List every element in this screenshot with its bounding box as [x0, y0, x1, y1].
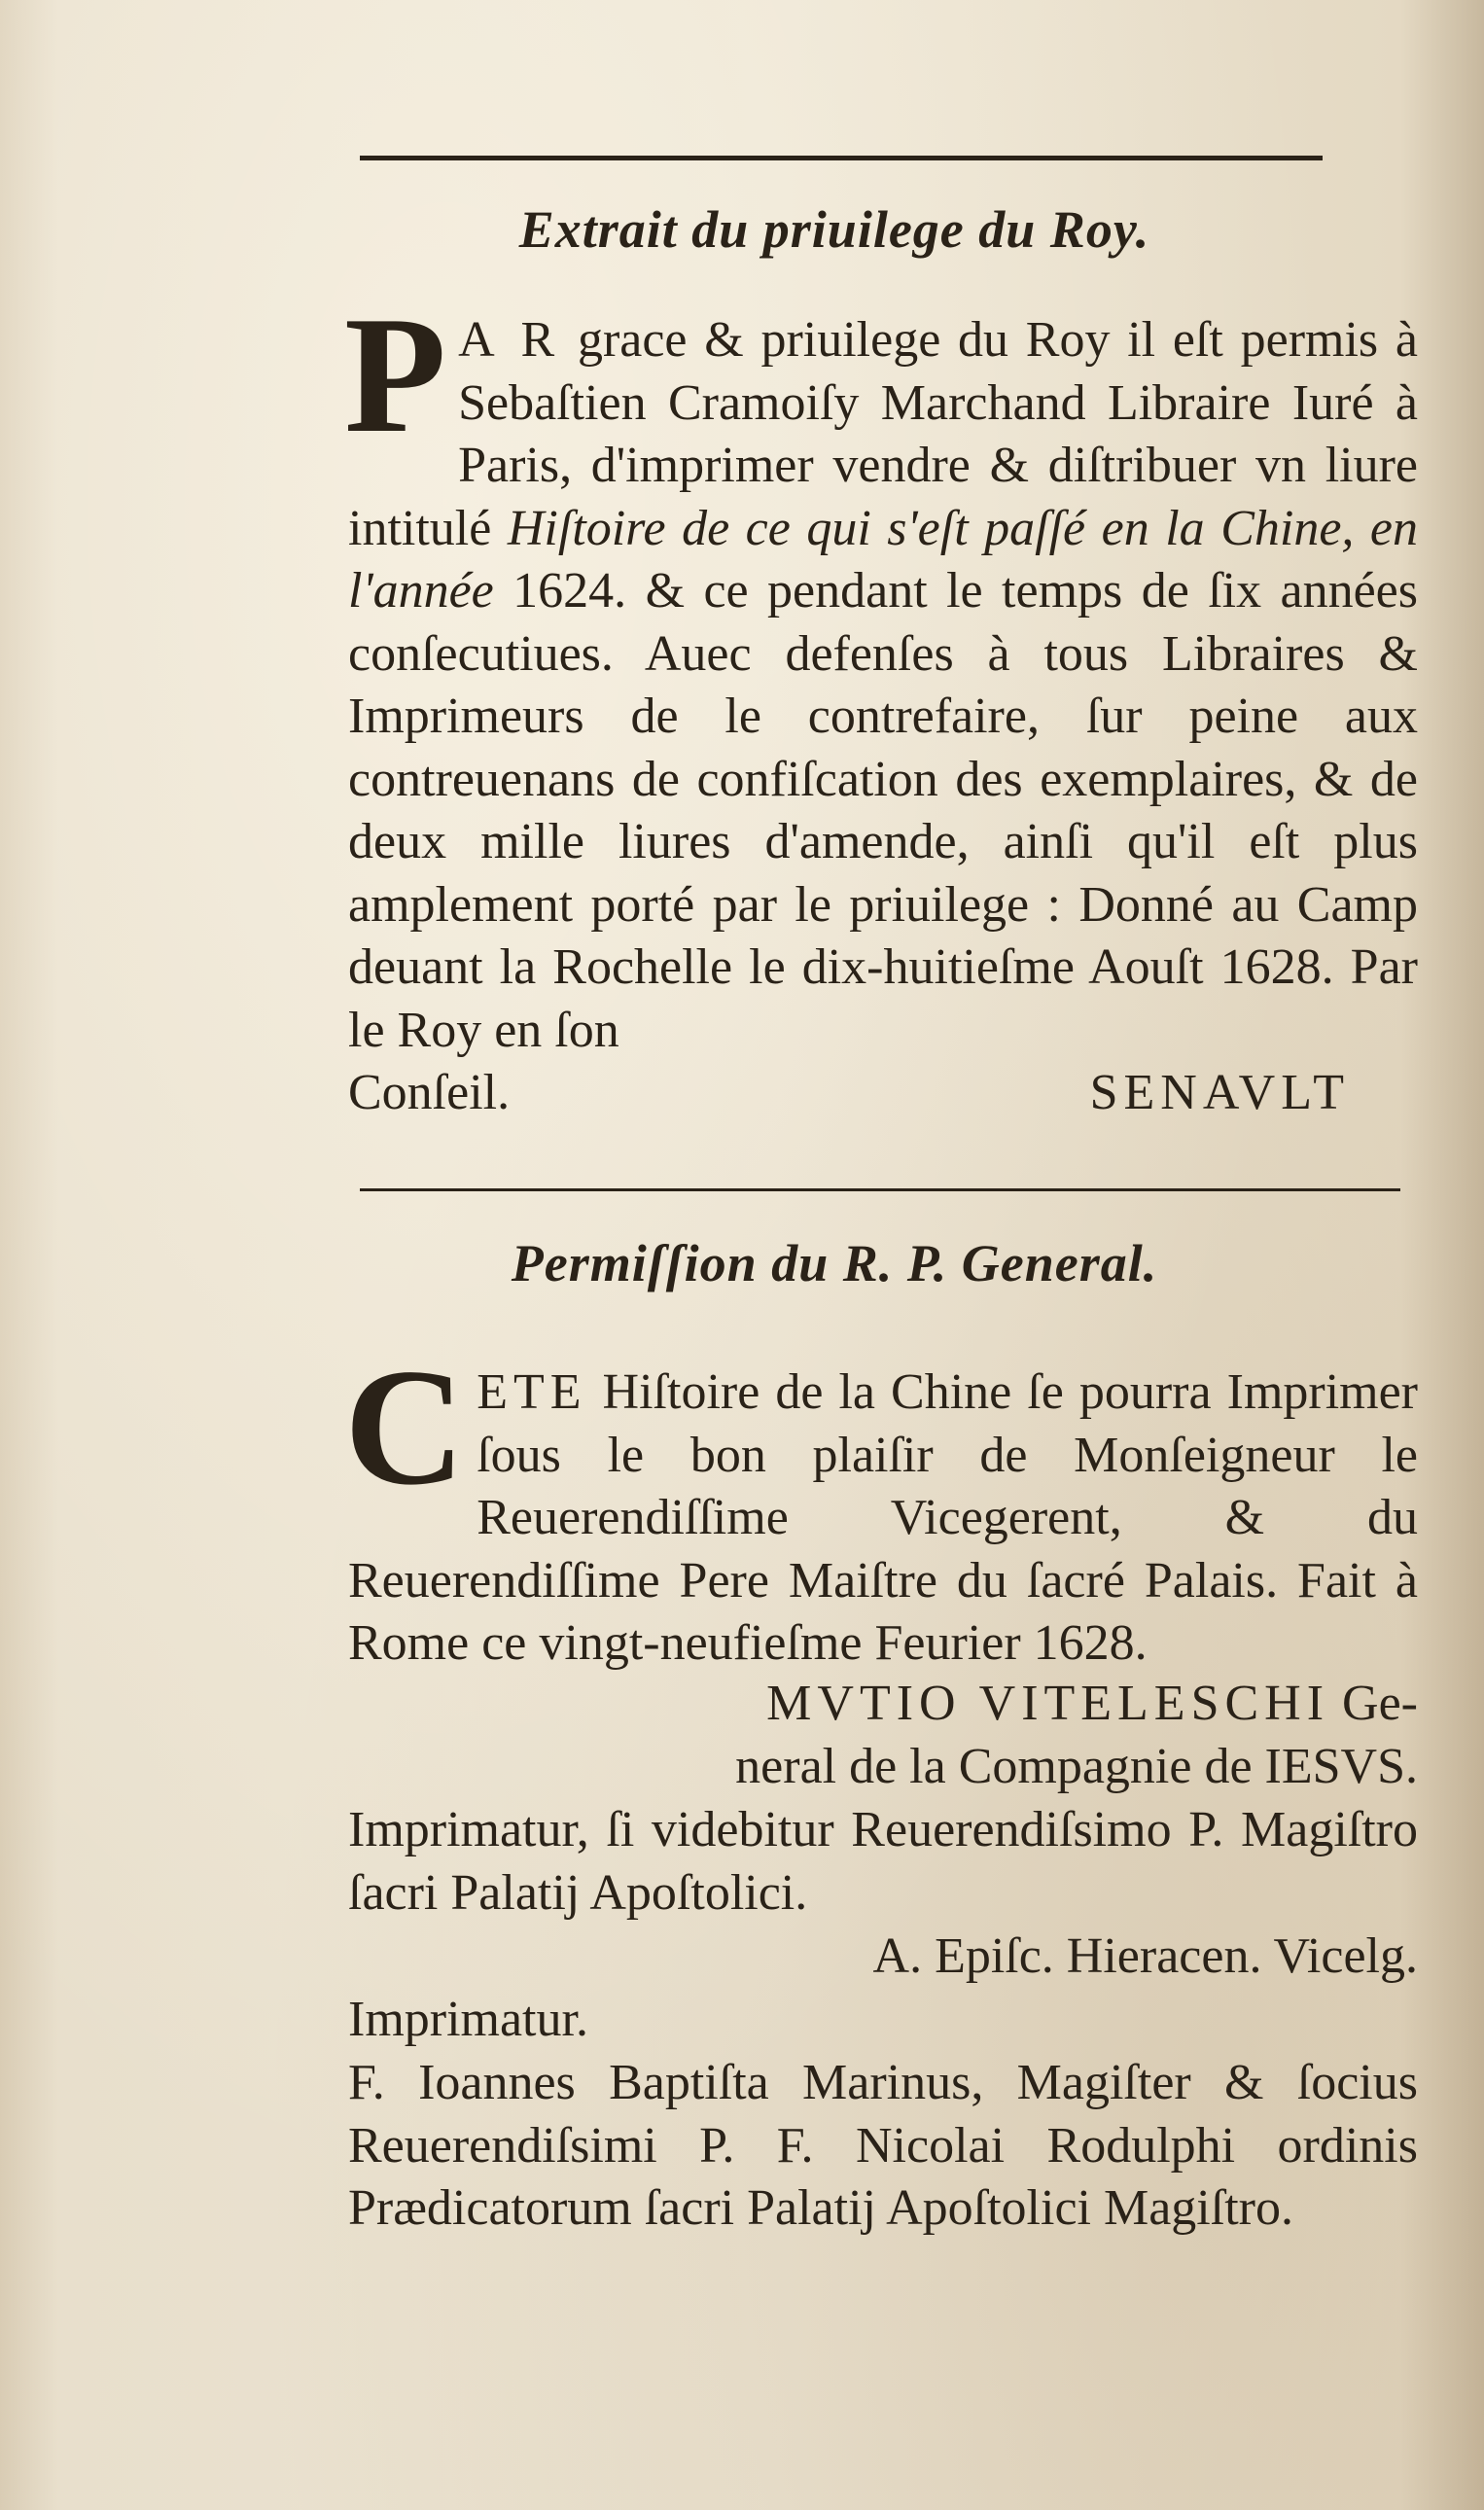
permission-first-word: ETE — [477, 1364, 587, 1420]
vicegerent-signature: A. Epiſc. Hieracen. Vicelg. — [872, 1928, 1418, 1984]
general-title: neral de la Compagnie de IESVS. — [735, 1738, 1418, 1794]
privilege-line-2: à Sebaſtien Cramoiſy Marchand Libraire — [458, 312, 1419, 431]
final-paragraph: F. Ioannes Baptiſta Marinus, Magiſter & ſocius Reuerendiſsimi P. F. Nicolai Rodulphi ordinis Prædicatorum ſacri Palatij Apoſtolici Magiſtro. — [348, 2055, 1418, 2236]
privilege-dropcap: P — [344, 283, 447, 468]
privilege-line-4: liure intitulé — [348, 438, 1419, 556]
privilege-signature: SENAVLT — [1089, 1065, 1350, 1120]
general-name: MVTIO VITELESCHI — [766, 1676, 1330, 1731]
imprimatur-first: Imprimatur, ſi videbitur Reuerendiſsimo P. Magiſtro ſacri Palatij Apoſtolici. — [348, 1802, 1418, 1921]
privilege-line-1: grace & priuilege du Roy il eſt permis — [560, 312, 1379, 368]
permission-dropcap: C — [344, 1335, 466, 1520]
top-rule — [360, 156, 1323, 160]
permission-body: Hiſtoire de la Chine ſe pourra Imprimer ſous le bon plaiſir de Monſeigneur le Reuerendiſſime Vicegerent, & du Reuerendiſſime Pere Maiſtre du ſacré Palais. Fait à Rome ce vingt-neufieſme Feurier 1628. — [348, 1364, 1418, 1671]
book-title: Hiſtoire de ce qui s'eſt paſſé en la Chine, en l'année — [348, 500, 1418, 619]
general-signature — [348, 1673, 1418, 1798]
privilege-first-word: A R — [458, 312, 561, 368]
privilege-closing: Conſeil. — [348, 1065, 511, 1120]
permission-heading: Permiſſion du R. P. General. — [511, 1234, 1158, 1292]
privilege-paragraph — [344, 283, 1419, 1125]
middle-rule — [360, 1188, 1400, 1191]
privilege-line-3: Iuré à Paris, d'imprimer vendre & diſtribuer vn — [458, 374, 1418, 493]
permission-paragraph — [344, 1335, 1418, 1676]
privilege-heading: Extrait du priuilege du Roy. — [518, 200, 1150, 259]
imprimatur-second: Imprimatur. — [348, 1992, 588, 2047]
general-name-tail: Ge- — [1329, 1676, 1418, 1731]
privilege-body: 1624. & ce pendant le temps de ſix années conſecutiues. Auec defenſes à tous Libraires & Imprimeurs de le contrefaire, ſur peine aux contreuenans de confiſcation des exemplaires, & de deux mille liures d'amende, ainſi qu'il eſt plus amplement porté par le priuilege : Donné au Camp deuant la Rochelle le dix-huitieſme Aouſt 1628. Par le Roy en ſon — [348, 563, 1418, 1058]
